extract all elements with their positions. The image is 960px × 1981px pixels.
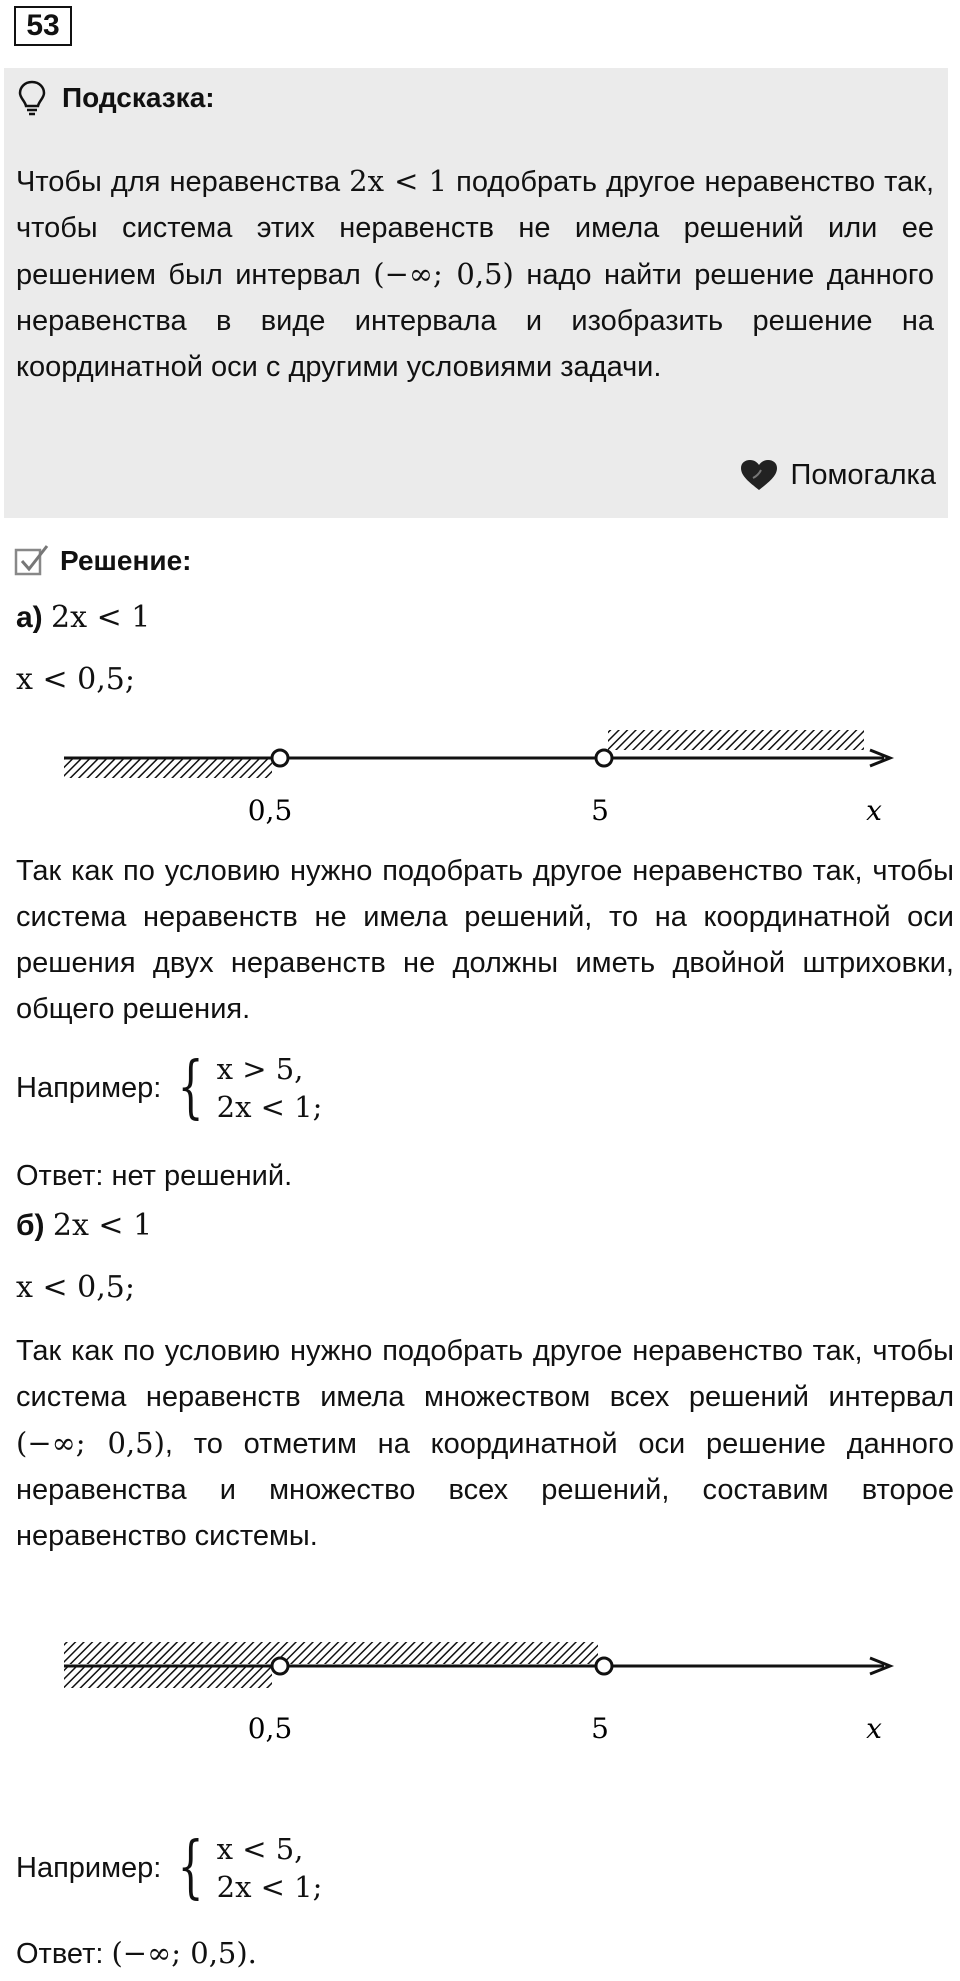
open-point-5 (596, 1658, 612, 1674)
part-b-inequality: 2x < 1 (52, 1208, 153, 1243)
part-b-result: x < 0,5; (16, 1270, 135, 1305)
part-a-system (16, 1050, 322, 1126)
brand-signature (739, 458, 936, 492)
axis-var-label: x (866, 1712, 882, 1745)
system-row-1: x < 5, (216, 1832, 304, 1866)
heart-icon (739, 458, 779, 492)
checkbox-icon (14, 544, 50, 578)
hint-header (16, 78, 215, 118)
part-a-answer: Ответ: нет решений. (16, 1160, 293, 1192)
lightbulb-icon (16, 79, 48, 117)
part-b-system (16, 1830, 322, 1906)
tick-label-5: 5 (591, 794, 609, 827)
hint-text-part: надо найти решение данного неравенства в виде интервала и изобразить решение на координатной оси с другими условиями задачи. (16, 259, 934, 383)
hatch-region-lower (64, 1666, 272, 1688)
tick-label-0-5: 0,5 (247, 794, 293, 827)
part-b-heading (16, 1208, 152, 1243)
hatch-region-right (608, 730, 864, 750)
part-b-label: б) (16, 1209, 45, 1242)
example-label: Например: (16, 1851, 162, 1884)
tick-label-5: 5 (591, 1712, 609, 1745)
solution-header (14, 544, 191, 578)
part-a-label: а) (16, 601, 43, 634)
number-line-a (0, 720, 960, 840)
hint-math-inequality: 2x < 1 (349, 164, 448, 198)
open-point-5 (596, 750, 612, 766)
answer-label: Ответ: (16, 1938, 112, 1970)
hint-text-part: подобрать другое неравенство так, чтобы система этих неравенств не имела решений или ее решением был интервал (16, 166, 935, 291)
brand-name: Помогалка (790, 458, 936, 491)
hint-text-part: Чтобы для неравенства (16, 166, 350, 198)
tick-label-0-5: 0,5 (247, 1712, 293, 1745)
answer-math: (−∞; 0,5). (111, 1936, 257, 1970)
hint-title: Подсказка: (62, 82, 215, 113)
system-row-2: 2x < 1; (216, 1090, 323, 1124)
example-label: Например: (16, 1071, 162, 1104)
part-a-heading (16, 600, 150, 635)
open-point-0-5 (272, 1658, 288, 1674)
number-line-b (0, 1640, 960, 1760)
hint-text (16, 158, 934, 390)
part-a-inequality: 2x < 1 (51, 600, 151, 635)
system-brace: { (178, 1048, 204, 1127)
para-part: , то отметим на координатной оси решение данного неравенства и множество всех решений, составим второе неравенство системы. (16, 1428, 954, 1552)
para-math-interval: (−∞; 0,5) (16, 1426, 165, 1460)
part-b-explanation (16, 1328, 954, 1559)
para-part: Так как по условию нужно подобрать другое неравенство так, чтобы система неравенств имела множеством всех решений интервал (16, 1335, 954, 1413)
system-brace: { (178, 1828, 204, 1907)
part-a-explanation: Так как по условию нужно подобрать другое неравенство так, чтобы система неравенств не имела решений, то на координатной оси решения двух неравенств не должны иметь двойной штриховки, общего решения. (16, 855, 954, 1025)
problem-number: 53 (14, 6, 72, 46)
hatch-region-left (64, 758, 272, 778)
hatch-region-upper (64, 1642, 598, 1664)
open-point-0-5 (272, 750, 288, 766)
hint-math-interval: (−∞; 0,5) (373, 257, 514, 291)
system-row-1: x > 5, (216, 1052, 304, 1086)
system-row-2: 2x < 1; (216, 1870, 323, 1904)
axis-var-label: x (866, 794, 882, 827)
part-a-result: x < 0,5; (16, 662, 135, 697)
solution-title: Решение: (60, 545, 192, 576)
part-b-answer (16, 1936, 257, 1971)
